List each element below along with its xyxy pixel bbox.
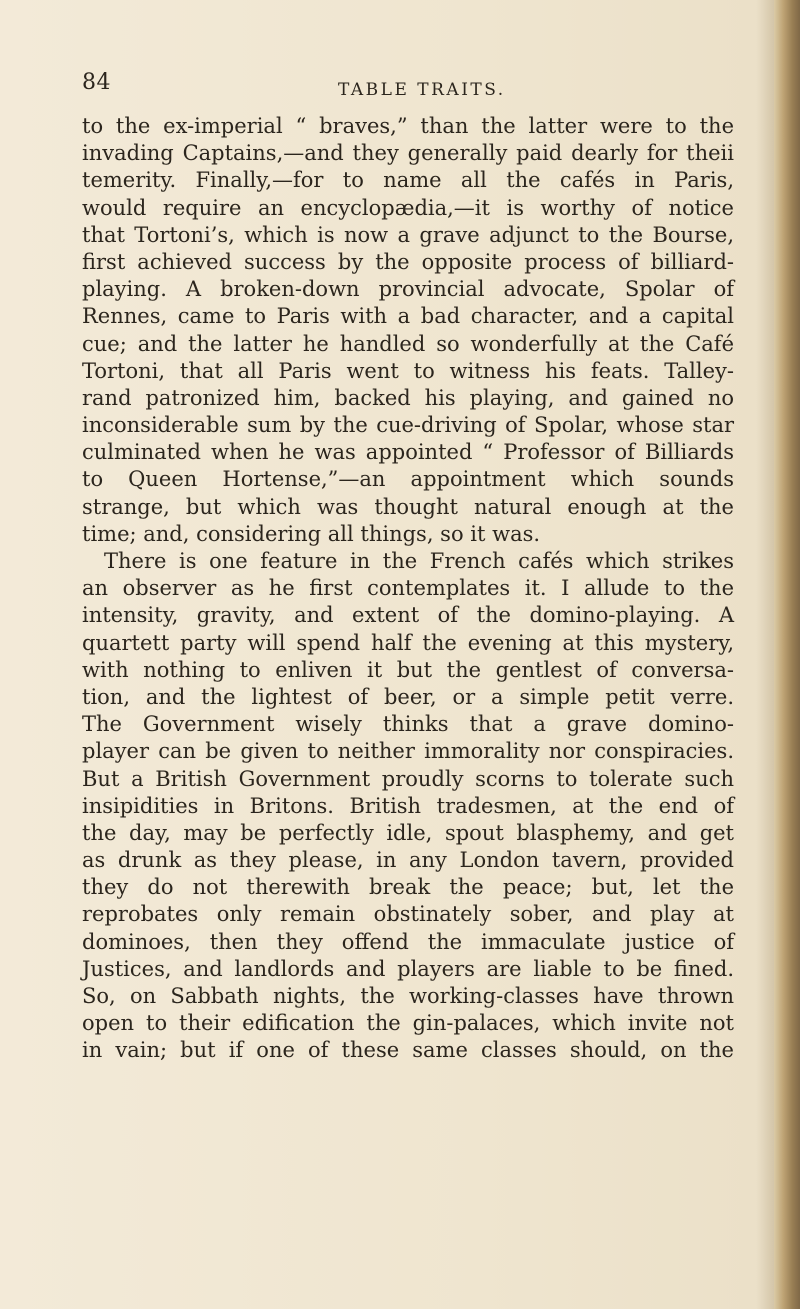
text-line: player can be given to neither immorality nor conspiracies.	[82, 739, 734, 764]
text-line: culminated when he was appointed “ Professor of Billiards	[82, 440, 734, 465]
text-line: tion, and the lightest of beer, or a simple petit verre.	[82, 684, 734, 709]
text-line: in vain; but if one of these same classes should, on the	[82, 1038, 734, 1063]
text-line: would require an encyclopædia,—it is worthy of notice	[82, 195, 734, 220]
text-line: So, on Sabbath nights, the working-classes have thrown	[82, 984, 734, 1008]
text-line: playing. A broken-down provincial advocate, Spolar of	[82, 277, 734, 302]
text-line: first achieved success by the opposite process of billiard-	[82, 249, 734, 274]
text-line: But a British Government proudly scorns to tolerate such	[82, 766, 734, 791]
text-line: the day, may be perfectly idle, spout blasphemy, and get	[82, 820, 734, 845]
text-line: with nothing to enliven it but the gentlest of conversa-	[82, 657, 734, 682]
text-line: inconsiderable sum by the cue-driving of Spolar, whose star	[82, 413, 734, 438]
text-line: to the ex-imperial “ braves,” than the latter were to the	[82, 114, 734, 138]
text-line: intensity, gravity, and extent of the domino-playing. A	[82, 603, 734, 628]
book-binding-edge	[774, 0, 800, 1309]
body-text	[82, 113, 734, 1065]
page-number: 84	[82, 70, 111, 95]
text-line: to Queen Hortense,”—an appointment which sounds	[82, 467, 734, 492]
text-line: There is one feature in the French cafés which strikes	[104, 549, 734, 573]
running-head: TABLE TRAITS.	[338, 80, 506, 100]
text-line: reprobates only remain obstinately sober, and play at	[82, 902, 734, 927]
text-line: open to their edification the gin-palaces, which invite not	[82, 1011, 734, 1036]
text-line: time; and, considering all things, so it was.	[82, 521, 541, 546]
text-line: cue; and the latter he handled so wonderfully at the Café	[82, 331, 734, 356]
text-line: an observer as he first contemplates it. I allude to the	[82, 576, 734, 601]
text-line: strange, but which was thought natural enough at the	[82, 494, 734, 519]
text-line: Rennes, came to Paris with a bad character, and a capital	[82, 304, 734, 329]
text-line: quartett party will spend half the evening at this mystery,	[82, 630, 734, 655]
text-line: rand patronized him, backed his playing, and gained no	[82, 385, 734, 410]
text-line: they do not therewith break the peace; but, let the	[82, 875, 734, 900]
text-line: invading Captains,—and they generally paid dearly for theii	[82, 141, 734, 166]
text-line: dominoes, then they offend the immaculate justice of	[82, 929, 734, 954]
gutter-shadow	[756, 0, 774, 1309]
text-line: temerity. Finally,—for to name all the cafés in Paris,	[82, 168, 734, 193]
text-line: that Tortoni’s, which is now a grave adjunct to the Bourse,	[82, 222, 734, 247]
text-line: as drunk as they please, in any London tavern, provided	[82, 848, 734, 873]
text-line: Tortoni, that all Paris went to witness his feats. Talley-	[82, 358, 734, 383]
text-line: The Government wisely thinks that a grave domino-	[82, 712, 734, 737]
text-line: insipidities in Britons. British tradesmen, at the end of	[82, 793, 734, 818]
text-line: Justices, and landlords and players are liable to be fined.	[82, 956, 734, 981]
